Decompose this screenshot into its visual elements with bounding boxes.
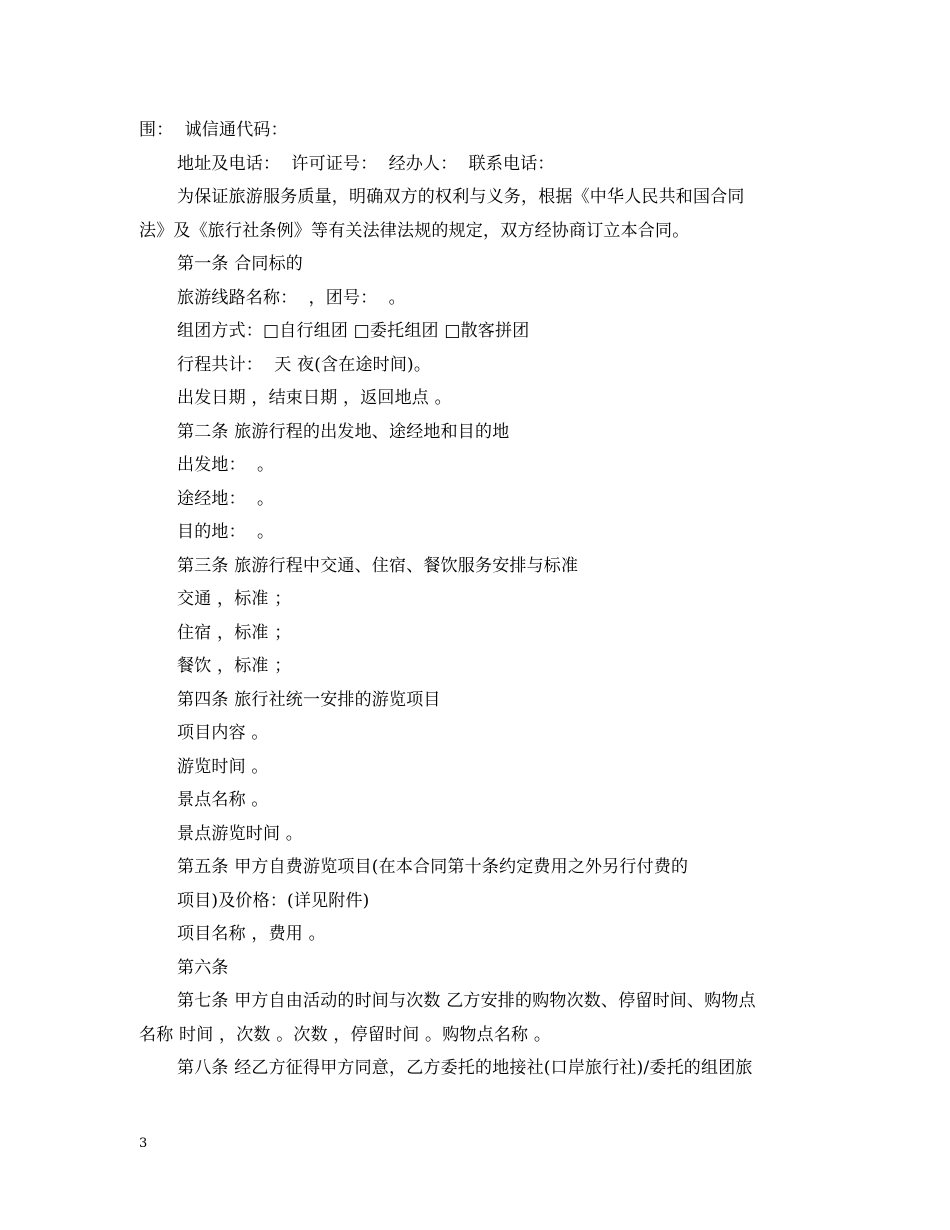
article-heading: 第一条 合同标的 bbox=[177, 254, 304, 274]
text-line: 组团方式：□自行组团 □委托组团 □散客拼团 bbox=[177, 321, 530, 341]
document-body bbox=[139, 114, 819, 1086]
article-heading: 第六条 bbox=[177, 957, 229, 978]
text-line: 游览时间 。 bbox=[177, 756, 269, 777]
text-line: 景点名称 。 bbox=[177, 790, 269, 810]
text-line: 围： 诚信通代码： bbox=[139, 120, 288, 140]
article-heading: 第五条 甲方自费游览项目(在本合同第十条约定费用之外另行付费的 bbox=[177, 857, 689, 877]
text-line: 出发日期 ，结束日期 ，返回地点 。 bbox=[177, 388, 452, 408]
text-line: 名称 时间 ，次数 。次数 ，停留时间 。购物点名称 。 bbox=[139, 1024, 552, 1045]
text-line: 项目内容 。 bbox=[177, 723, 269, 743]
text-line: 出发地： 。 bbox=[177, 455, 275, 475]
text-line: 景点游览时间 。 bbox=[177, 823, 304, 844]
article-heading: 第七条 甲方自由活动的时间与次数 乙方安排的购物次数、停留时间、购物点 bbox=[177, 991, 756, 1011]
article-heading: 第四条 旅行社统一安排的游览项目 bbox=[177, 689, 441, 710]
article-heading: 第三条 旅游行程中交通、住宿、餐饮服务安排与标准 bbox=[177, 555, 579, 576]
text-line: 项目)及价格：(详见附件) bbox=[177, 890, 370, 911]
article-heading: 第八条 经乙方征得甲方同意，乙方委托的地接社(口岸旅行社)/委托的组团旅 bbox=[177, 1058, 753, 1078]
text-line: 法》及《旅行社条例》等有关法律法规的规定，双方经协商订立本合同。 bbox=[139, 220, 690, 241]
text-line: 行程共计： 天 夜(含在途时间)。 bbox=[177, 354, 432, 375]
text-line: 为保证旅游服务质量，明确双方的权利与义务，根据《中华人民共和国合同 bbox=[177, 187, 745, 207]
page-number: 3 bbox=[139, 1136, 148, 1151]
text-line: 住宿 ，标准 ； bbox=[177, 622, 292, 643]
text-line: 餐饮 ，标准 ； bbox=[177, 656, 292, 676]
text-line: 地址及电话： 许可证号： 经办人： 联系电话： bbox=[177, 153, 555, 174]
text-line: 途经地： 。 bbox=[177, 488, 275, 509]
text-line: 目的地： 。 bbox=[177, 522, 275, 542]
text-line: 旅游线路名称： ，团号： 。 bbox=[177, 287, 406, 308]
text-line: 项目名称 ，费用 。 bbox=[177, 924, 326, 944]
article-heading: 第二条 旅游行程的出发地、途经地和目的地 bbox=[177, 421, 510, 442]
text-line: 交通 ，标准 ； bbox=[177, 589, 292, 609]
